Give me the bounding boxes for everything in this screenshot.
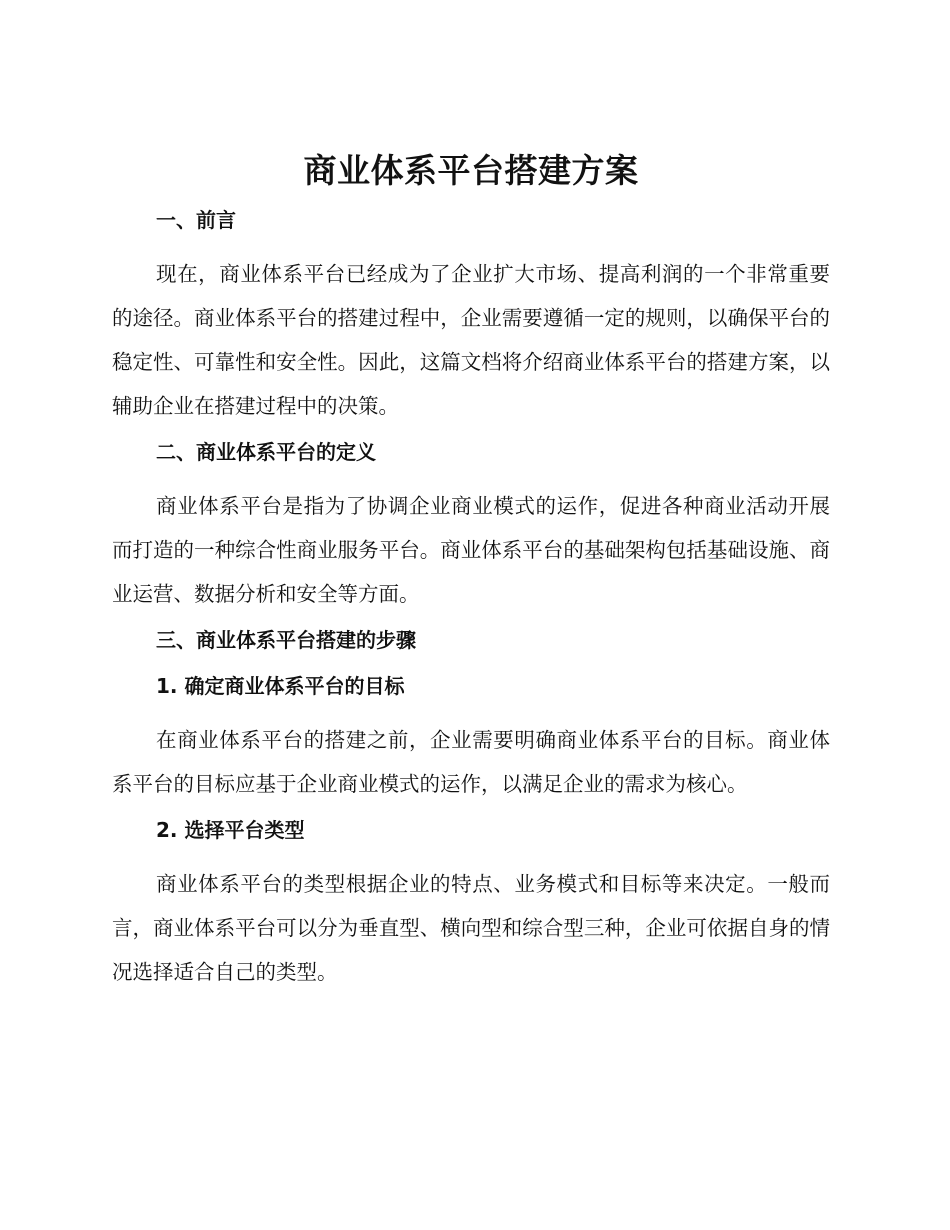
paragraph-preface: 现在，商业体系平台已经成为了企业扩大市场、提高利润的一个非常重要的途径。商业体系平台的搭建过程中，企业需要遵循一定的规则，以确保平台的稳定性、可靠性和安全性。因此，这篇文档将介绍商业体系平台的搭建方案，以辅助企业在搭建过程中的决策。 [112,262,830,418]
paragraph-choose-type: 商业体系平台的类型根据企业的特点、业务模式和目标等来决定。一般而言，商业体系平台可以分为垂直型、横向型和综合型三种，企业可依据自身的情况选择适合自己的类型。 [112,872,830,984]
subheading-choose-type: 2. 选择平台类型 [156,818,305,842]
paragraph-determine-goal: 在商业体系平台的搭建之前，企业需要明确商业体系平台的目标。商业体系平台的目标应基于企业商业模式的运作，以满足企业的需求为核心。 [112,728,830,796]
subheading-determine-goal: 1. 确定商业体系平台的目标 [156,674,405,698]
document-content [112,148,830,1004]
document-title: 商业体系平台搭建方案 [303,151,639,190]
section-heading-steps: 三、商业体系平台搭建的步骤 [156,628,416,652]
section-heading-definition: 二、商业体系平台的定义 [156,440,376,464]
section-heading-preface: 一、前言 [156,208,236,232]
paragraph-definition: 商业体系平台是指为了协调企业商业模式的运作，促进各种商业活动开展而打造的一种综合性商业服务平台。商业体系平台的基础架构包括基础设施、商业运营、数据分析和安全等方面。 [112,494,830,606]
